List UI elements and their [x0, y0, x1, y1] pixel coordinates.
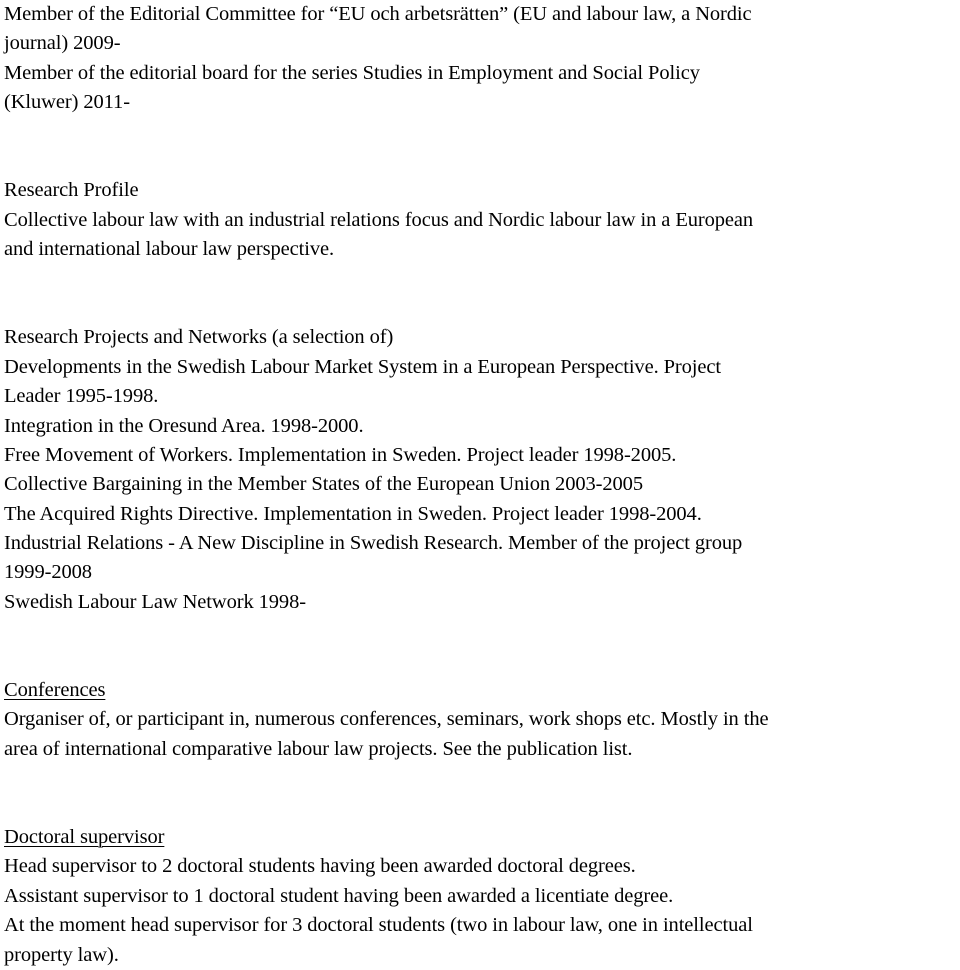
doctoral-supervisor-heading: Doctoral supervisor: [4, 826, 165, 848]
research-project-line: Free Movement of Workers. Implementation in Sweden. Project leader 1998-2005.: [4, 443, 677, 466]
doctoral-supervisor-section: [4, 823, 960, 970]
document-page: [4, 0, 960, 970]
section-spacer: [4, 764, 960, 823]
editorial-line: Member of the editorial board for the series Studies in Employment and Social Policy: [4, 61, 700, 84]
research-project-line: Collective Bargaining in the Member States of the European Union 2003-2005: [4, 473, 643, 496]
research-project-line: 1999-2008: [4, 561, 92, 584]
doctoral-supervisor-line: At the moment head supervisor for 3 doctoral students (two in labour law, one in intellectual: [4, 914, 753, 937]
conferences-heading: Conferences: [4, 679, 106, 702]
editorial-line: (Kluwer) 2011-: [4, 91, 130, 114]
section-spacer: [4, 265, 960, 324]
editorial-section: [4, 0, 960, 118]
conferences-section: [4, 676, 960, 764]
research-project-line: Integration in the Oresund Area. 1998-2000.: [4, 414, 364, 437]
research-project-line: Developments in the Swedish Labour Market System in a European Perspective. Project: [4, 355, 721, 378]
conferences-line: Organiser of, or participant in, numerous conferences, seminars, work shops etc. Mostly in the: [4, 708, 769, 731]
conferences-line: area of international comparative labour law projects. See the publication list.: [4, 737, 633, 760]
doctoral-supervisor-line: Assistant supervisor to 1 doctoral student having been awarded a licentiate degree.: [4, 884, 674, 907]
research-projects-section: [4, 323, 960, 617]
research-profile-heading: Research Profile: [4, 179, 139, 202]
research-project-line: The Acquired Rights Directive. Implementation in Sweden. Project leader 1998-2004.: [4, 502, 702, 525]
research-project-line: Swedish Labour Law Network 1998-: [4, 590, 306, 613]
research-profile-line: and international labour law perspective.: [4, 238, 335, 261]
research-project-line: Leader 1995-1998.: [4, 385, 159, 408]
research-profile-section: [4, 176, 960, 264]
doctoral-supervisor-line: property law).: [4, 943, 119, 966]
editorial-line: Member of the Editorial Committee for “EU och arbetsrätten” (EU and labour law, a Nordic: [4, 3, 752, 25]
section-spacer: [4, 617, 960, 676]
editorial-line: journal) 2009-: [4, 32, 121, 55]
research-projects-heading: Research Projects and Networks (a selection of): [4, 326, 394, 349]
doctoral-supervisor-line: Head supervisor to 2 doctoral students having been awarded doctoral degrees.: [4, 855, 636, 878]
research-profile-line: Collective labour law with an industrial relations focus and Nordic labour law in a European: [4, 208, 754, 231]
research-project-line: Industrial Relations - A New Discipline in Swedish Research. Member of the project group: [4, 532, 743, 555]
section-spacer: [4, 118, 960, 177]
